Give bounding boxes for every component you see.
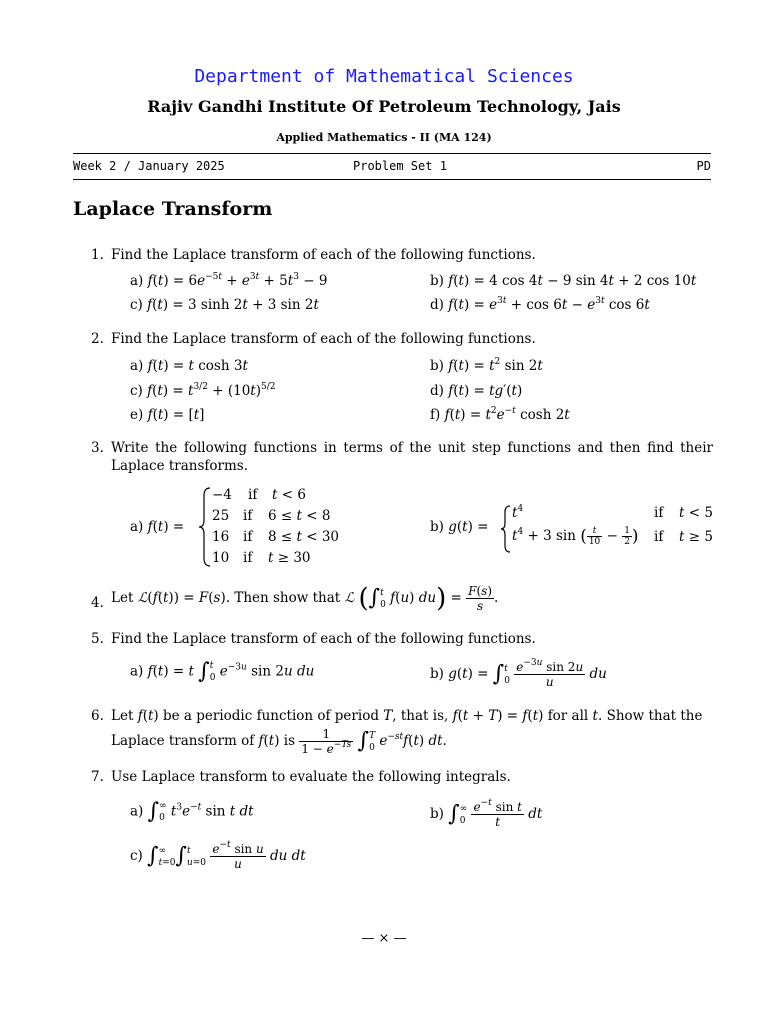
q3-a-case-3-cond: 8 ≤ t < 30 xyxy=(268,529,339,545)
q3-b-case-1-if: if xyxy=(654,505,664,521)
q3-a-case-1-if: if xyxy=(248,487,258,503)
q3-a-case-2-if: if xyxy=(243,508,253,524)
q5-text: Find the Laplace transform of each of the following functions. xyxy=(111,631,536,647)
q1-item-b: b) f(t) = 4 cos 4t − 9 sin 4t + 2 cos 10t xyxy=(430,273,697,289)
q3-a-case-4-if: if xyxy=(243,550,253,566)
q3-a-case-1-cond: t < 6 xyxy=(272,487,306,503)
q3-number: 3. xyxy=(91,440,104,456)
q3-a-case-3-if: if xyxy=(243,529,253,545)
q2-item-e: e) f(t) = [t] xyxy=(130,407,205,423)
department-title: Department of Mathematical Sciences xyxy=(194,66,574,87)
q3-b-case-2: $t^4 + 3$ sin ( $\frac{t}{10}$ − $\frac{1}{2}$ ) xyxy=(512,526,639,547)
institute-name: Rajiv Gandhi Institute Of Petroleum Technology, Jais xyxy=(147,97,621,116)
q4-text: Let ℒ(f(t)) = F(s). Then show that ℒ (∫ t 0 f(u) du) = $\frac{F(s)}{s}$ . xyxy=(111,583,499,614)
q3-a-case-2: 25 xyxy=(212,508,230,524)
q6-number: 6. xyxy=(91,708,104,724)
q7-item-c: c) ∫ ∞ t=0 ∫ t u=0 $\frac{e^{-t} \sin u}{u}$ du dt xyxy=(130,840,306,871)
header-rule-top xyxy=(73,153,711,154)
q2-item-b: b) $f(t) = t^2$ sin 2t xyxy=(430,357,543,374)
section-title: Laplace Transform xyxy=(73,198,273,220)
q3-b-case-1-cond: t < 5 xyxy=(679,505,713,521)
q2-item-f: f) $f(t) = t^2e^{-t}$ cosh 2t xyxy=(430,406,570,423)
header-rule-bottom xyxy=(73,179,711,180)
q7-item-a: a) ∫ ∞ 0 $t^3e^{-t}$ sin t dt xyxy=(130,799,254,824)
q5-item-a: a) f(t) = t ∫ t 0 $e^{-3u}$ sin 2u du xyxy=(130,659,315,684)
problem-set-label: Problem Set 1 xyxy=(353,159,447,173)
q2-text: Find the Laplace transform of each of the following functions. xyxy=(111,331,536,347)
q1-item-a: a) $f(t) = 6e^{-5t} + e^{3t} + 5t^3 - 9$ xyxy=(130,272,328,289)
header-meta-row xyxy=(73,158,711,176)
q3-b-case-1: $t^4$ xyxy=(512,504,524,521)
page-footer: — × — xyxy=(361,931,407,946)
q7-item-b: b) ∫ ∞ 0 $\frac{e^{-t} \sin t}{t}$ dt xyxy=(430,798,543,829)
q7-number: 7. xyxy=(91,769,104,785)
q2-number: 2. xyxy=(91,331,104,347)
q3-item-b-lhs: b) g(t) = xyxy=(430,519,489,535)
q3-a-case-3: 16 xyxy=(212,529,230,545)
q1-item-c: c) f(t) = 3 sinh 2t + 3 sin 2t xyxy=(130,297,319,313)
week-label: Week 2 / January 2025 xyxy=(73,159,225,173)
q3-text: Write the following functions in terms of the unit step functions and then find their Laplace transforms. xyxy=(111,440,713,474)
q5-item-b: b) g(t) = ∫ t 0 $\frac{e^{-3u} \sin 2u}{u}$ du xyxy=(430,658,607,689)
q2-item-d: d) f(t) = tg′(t) xyxy=(430,383,523,399)
q1-number: 1. xyxy=(91,247,104,263)
q6-line-1: Let f(t) be a periodic function of period T, that is, f(t + T) = f(t) for all t. Show that the xyxy=(111,708,703,724)
initials-label: PD xyxy=(696,159,711,173)
course-name: Applied Mathematics - II (MA 124) xyxy=(276,131,492,144)
q3-a-case-4: 10 xyxy=(212,550,230,566)
q2-item-a: a) f(t) = t cosh 3t xyxy=(130,358,248,374)
q3-b-case-2-cond: t ≥ 5 xyxy=(679,529,713,545)
q1-text: Find the Laplace transform of each of the following functions. xyxy=(111,247,536,263)
q3-a-brace xyxy=(198,486,212,568)
q5-number: 5. xyxy=(91,631,104,647)
q6-line-2: Laplace transform of f(t) is $\frac{1}{1 - e^{-Ts}}$ ∫ T 0 $e^{-st}f(t)$ dt. xyxy=(111,727,447,756)
q3-b-brace xyxy=(500,504,512,554)
q7-text: Use Laplace transform to evaluate the following integrals. xyxy=(111,769,511,785)
q2-item-c: c) $f(t) = t^{3/2} + (10t)^{5/2}$ xyxy=(130,382,276,399)
q3-item-a-lhs: a) f(t) = xyxy=(130,519,185,535)
q3-a-case-1: −4 xyxy=(212,487,232,503)
q4-number: 4. xyxy=(91,595,104,611)
q3-a-case-2-cond: 6 ≤ t < 8 xyxy=(268,508,331,524)
q3-b-case-2-if: if xyxy=(654,529,664,545)
q3-a-case-4-cond: t ≥ 30 xyxy=(268,550,311,566)
q1-item-d: d) $f(t) = e^{3t} + \cos 6t - e^{3t}$ cos 6t xyxy=(430,296,650,313)
